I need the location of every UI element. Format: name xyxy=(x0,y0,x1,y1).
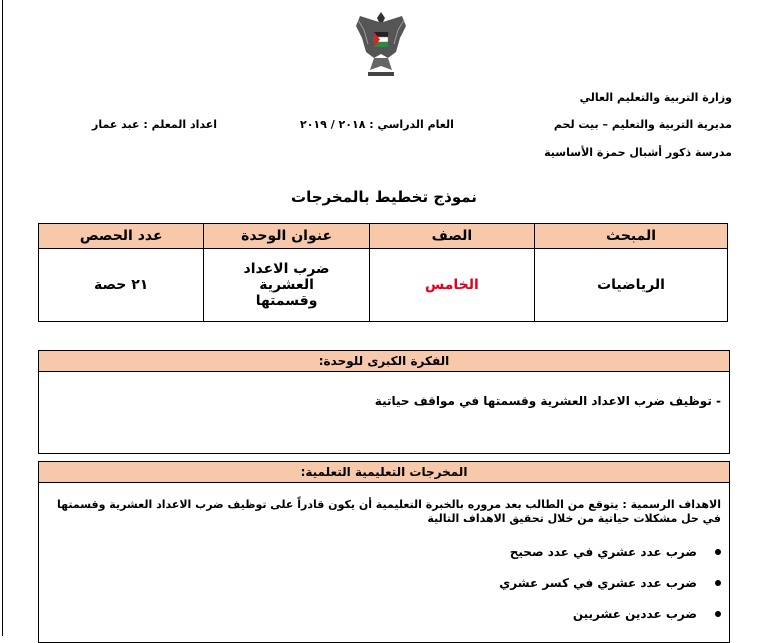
header-subject: المبحث xyxy=(535,224,728,249)
info-table-header-row xyxy=(39,224,728,249)
outcomes-paragraph: الاهداف الرسمية : يتوقع من الطالب بعد مروره بالخبرة التعليمية أن يكون قادراً على توظيف ضرب الاعداد العشرية وقسمتها في حل مشكلات حياتية من خلال تحقيق الاهداف التالية xyxy=(56,498,721,525)
page-border xyxy=(2,0,3,636)
list-item xyxy=(499,544,721,575)
palestine-eagle-emblem-icon xyxy=(352,8,410,82)
value-lesson-count: ٢١ حصة xyxy=(39,249,204,322)
outcomes-heading: المخرجات التعليمية التعلمية: xyxy=(39,462,729,483)
academic-year-value: ٢٠١٨ / ٢٠١٩ xyxy=(300,118,366,131)
bullet-icon xyxy=(715,580,721,586)
list-item-text: ضرب عدد عشري في عدد صحيح xyxy=(509,545,697,559)
big-idea-box xyxy=(38,350,730,454)
big-idea-text: - توظيف ضرب الاعداد العشرية وقسمتها في مواقف حياتية xyxy=(374,394,721,408)
value-grade: الخامس xyxy=(369,249,534,322)
value-unit-title: ضرب الاعداد العشرية وقسمتها xyxy=(204,249,369,322)
academic-year xyxy=(300,118,454,131)
directorate-name: مديرية التربية والتعليم – بيت لحم xyxy=(553,118,732,131)
outcomes-box xyxy=(38,461,730,643)
info-table-value-row xyxy=(39,249,728,322)
big-idea-heading: الفكرة الكبرى للوحدة: xyxy=(39,351,729,372)
header-lesson-count: عدد الحصص xyxy=(39,224,204,249)
academic-year-label: العام الدراسي : xyxy=(369,118,454,131)
page-title: نموذج تخطيط بالمخرجات xyxy=(291,188,477,206)
list-item xyxy=(499,575,721,606)
header-grade: الصف xyxy=(369,224,534,249)
outcomes-list xyxy=(499,544,721,637)
header-unit-title: عنوان الوحدة xyxy=(204,224,369,249)
bullet-icon xyxy=(715,549,721,555)
bullet-icon xyxy=(715,611,721,617)
list-item xyxy=(499,606,721,637)
school-name: مدرسة ذكور أشبال حمزة الأساسية xyxy=(544,146,732,159)
list-item-text: ضرب عددين عشريين xyxy=(572,607,697,621)
teacher-name: اعداد المعلم : عبد عمار xyxy=(92,118,218,131)
ministry-name: وزارة التربية والتعليم العالي xyxy=(579,91,732,104)
info-table xyxy=(38,223,728,322)
list-item-text: ضرب عدد عشري في كسر عشري xyxy=(499,576,697,590)
value-subject: الرياضيات xyxy=(535,249,728,322)
